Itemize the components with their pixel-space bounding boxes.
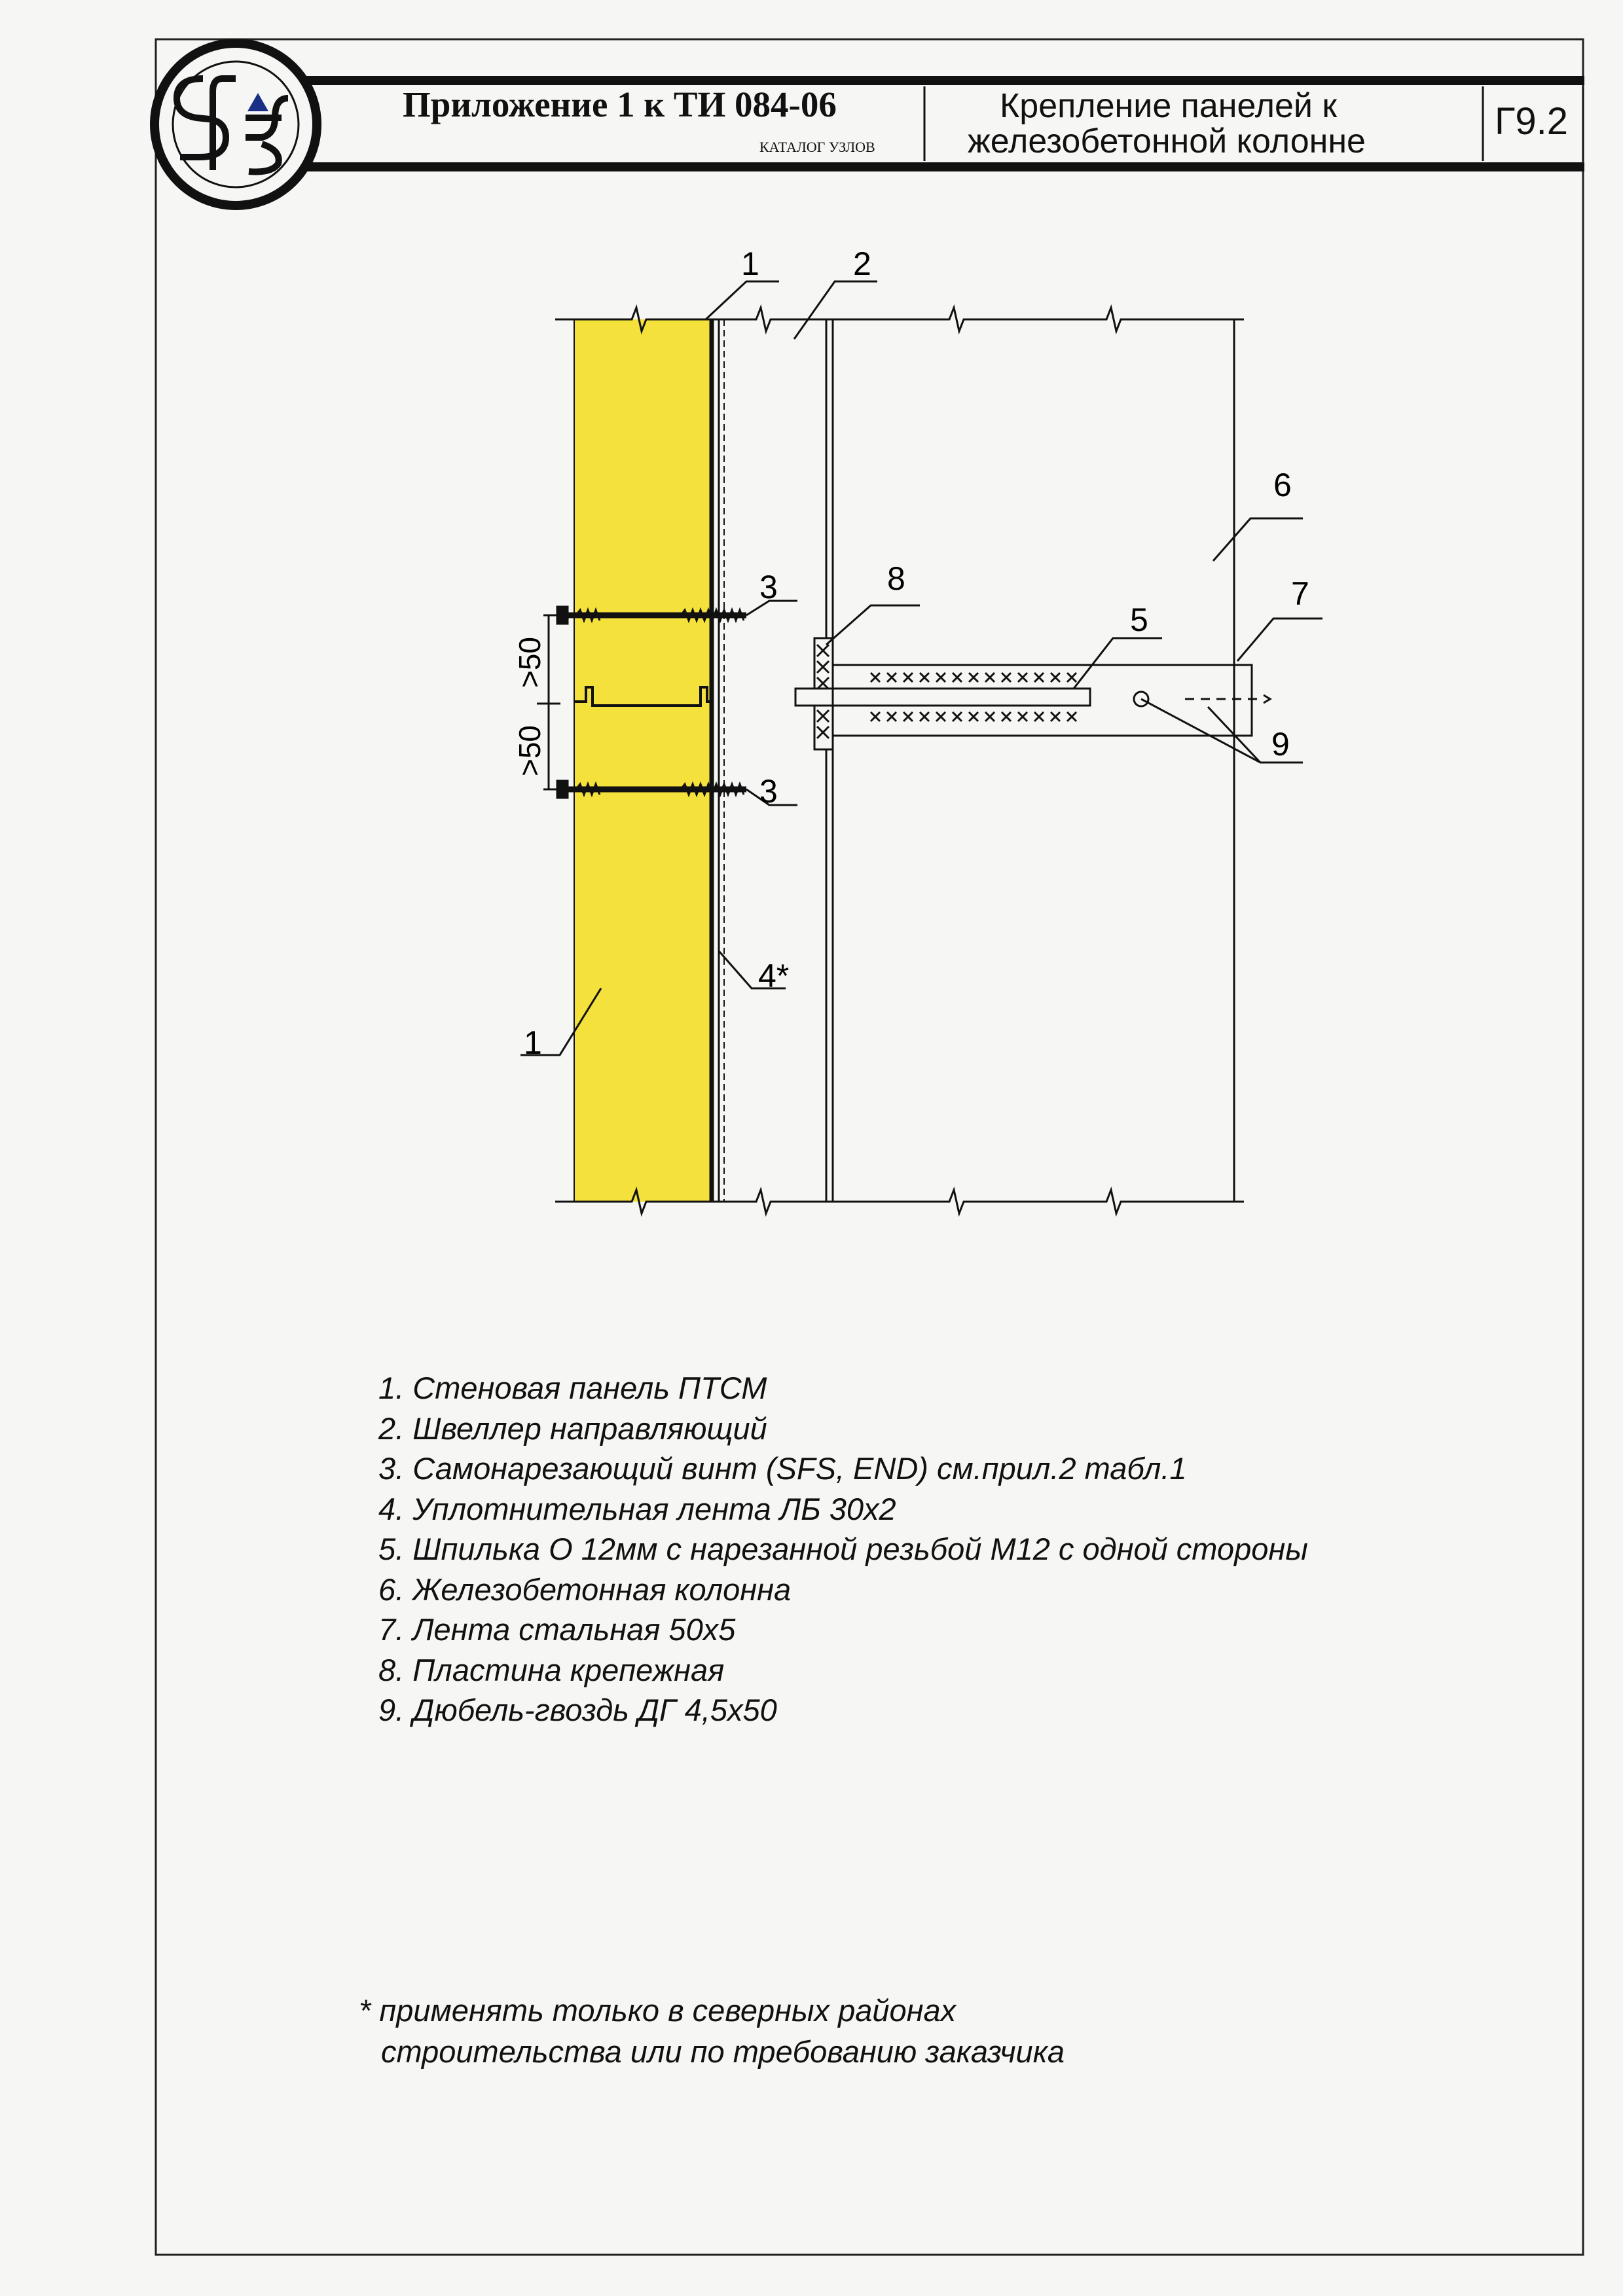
callout-1-top: 1: [741, 245, 759, 282]
callout-4: 4*: [758, 958, 790, 994]
footnote-line2: строительства или по требованию заказчика: [381, 2034, 1065, 2069]
callout-5: 5: [1130, 601, 1148, 638]
threaded-stud-5: [795, 673, 1090, 721]
legend-item: 8. Пластина крепежная: [378, 1652, 725, 1687]
sfs-logo: [155, 43, 317, 206]
dimension-label-top: >50: [513, 636, 547, 689]
callout-8: 8: [887, 560, 905, 597]
legend-item: 4. Уплотнительная лента ЛБ 30х2: [378, 1491, 896, 1526]
callout-9: 9: [1271, 726, 1290, 762]
footnote-line1: * применять только в северных районах: [359, 1993, 957, 2028]
catalog-label: КАТАЛОГ УЗЛОВ: [759, 139, 875, 155]
legend-item: 1. Стеновая панель ПТСМ: [378, 1371, 767, 1405]
callout-3-top: 3: [759, 569, 778, 605]
callout-1-bottom: 1: [524, 1024, 542, 1061]
legend-item: 2. Швеллер направляющий: [378, 1410, 767, 1446]
callout-7: 7: [1291, 575, 1309, 612]
legend-item: 5. Шпилька О 12мм с нарезанной резьбой М12 с одной стороны: [378, 1532, 1308, 1566]
legend-item: 3. Самонарезающий винт (SFS, END) см.прил.2 табл.1: [378, 1451, 1187, 1486]
legend-item: 7. Лента стальная 50х5: [378, 1612, 736, 1647]
footnote: [359, 1990, 1065, 2072]
dowel-nail-9: [1185, 695, 1270, 703]
wall-panel-1: [574, 319, 712, 1202]
sheet-title-line2: железобетонной колонне: [968, 122, 1366, 160]
legend-list: [378, 1368, 1308, 1731]
callout-6: 6: [1273, 467, 1292, 503]
callout-3-bottom: 3: [759, 773, 778, 810]
legend-item: 9. Дюбель-гвоздь ДГ 4,5х50: [378, 1693, 777, 1727]
sheet-code: Г9.2: [1495, 100, 1569, 143]
sheet-frame: [156, 39, 1583, 2255]
appendix-title: Приложение 1 к ТИ 084-06: [403, 84, 837, 124]
sheet-title-line1: Крепление панелей к: [1000, 87, 1338, 125]
legend-item: 6. Железобетонная колонна: [378, 1571, 792, 1607]
callout-2: 2: [853, 245, 871, 282]
dimension-label-bottom: >50: [513, 725, 547, 777]
